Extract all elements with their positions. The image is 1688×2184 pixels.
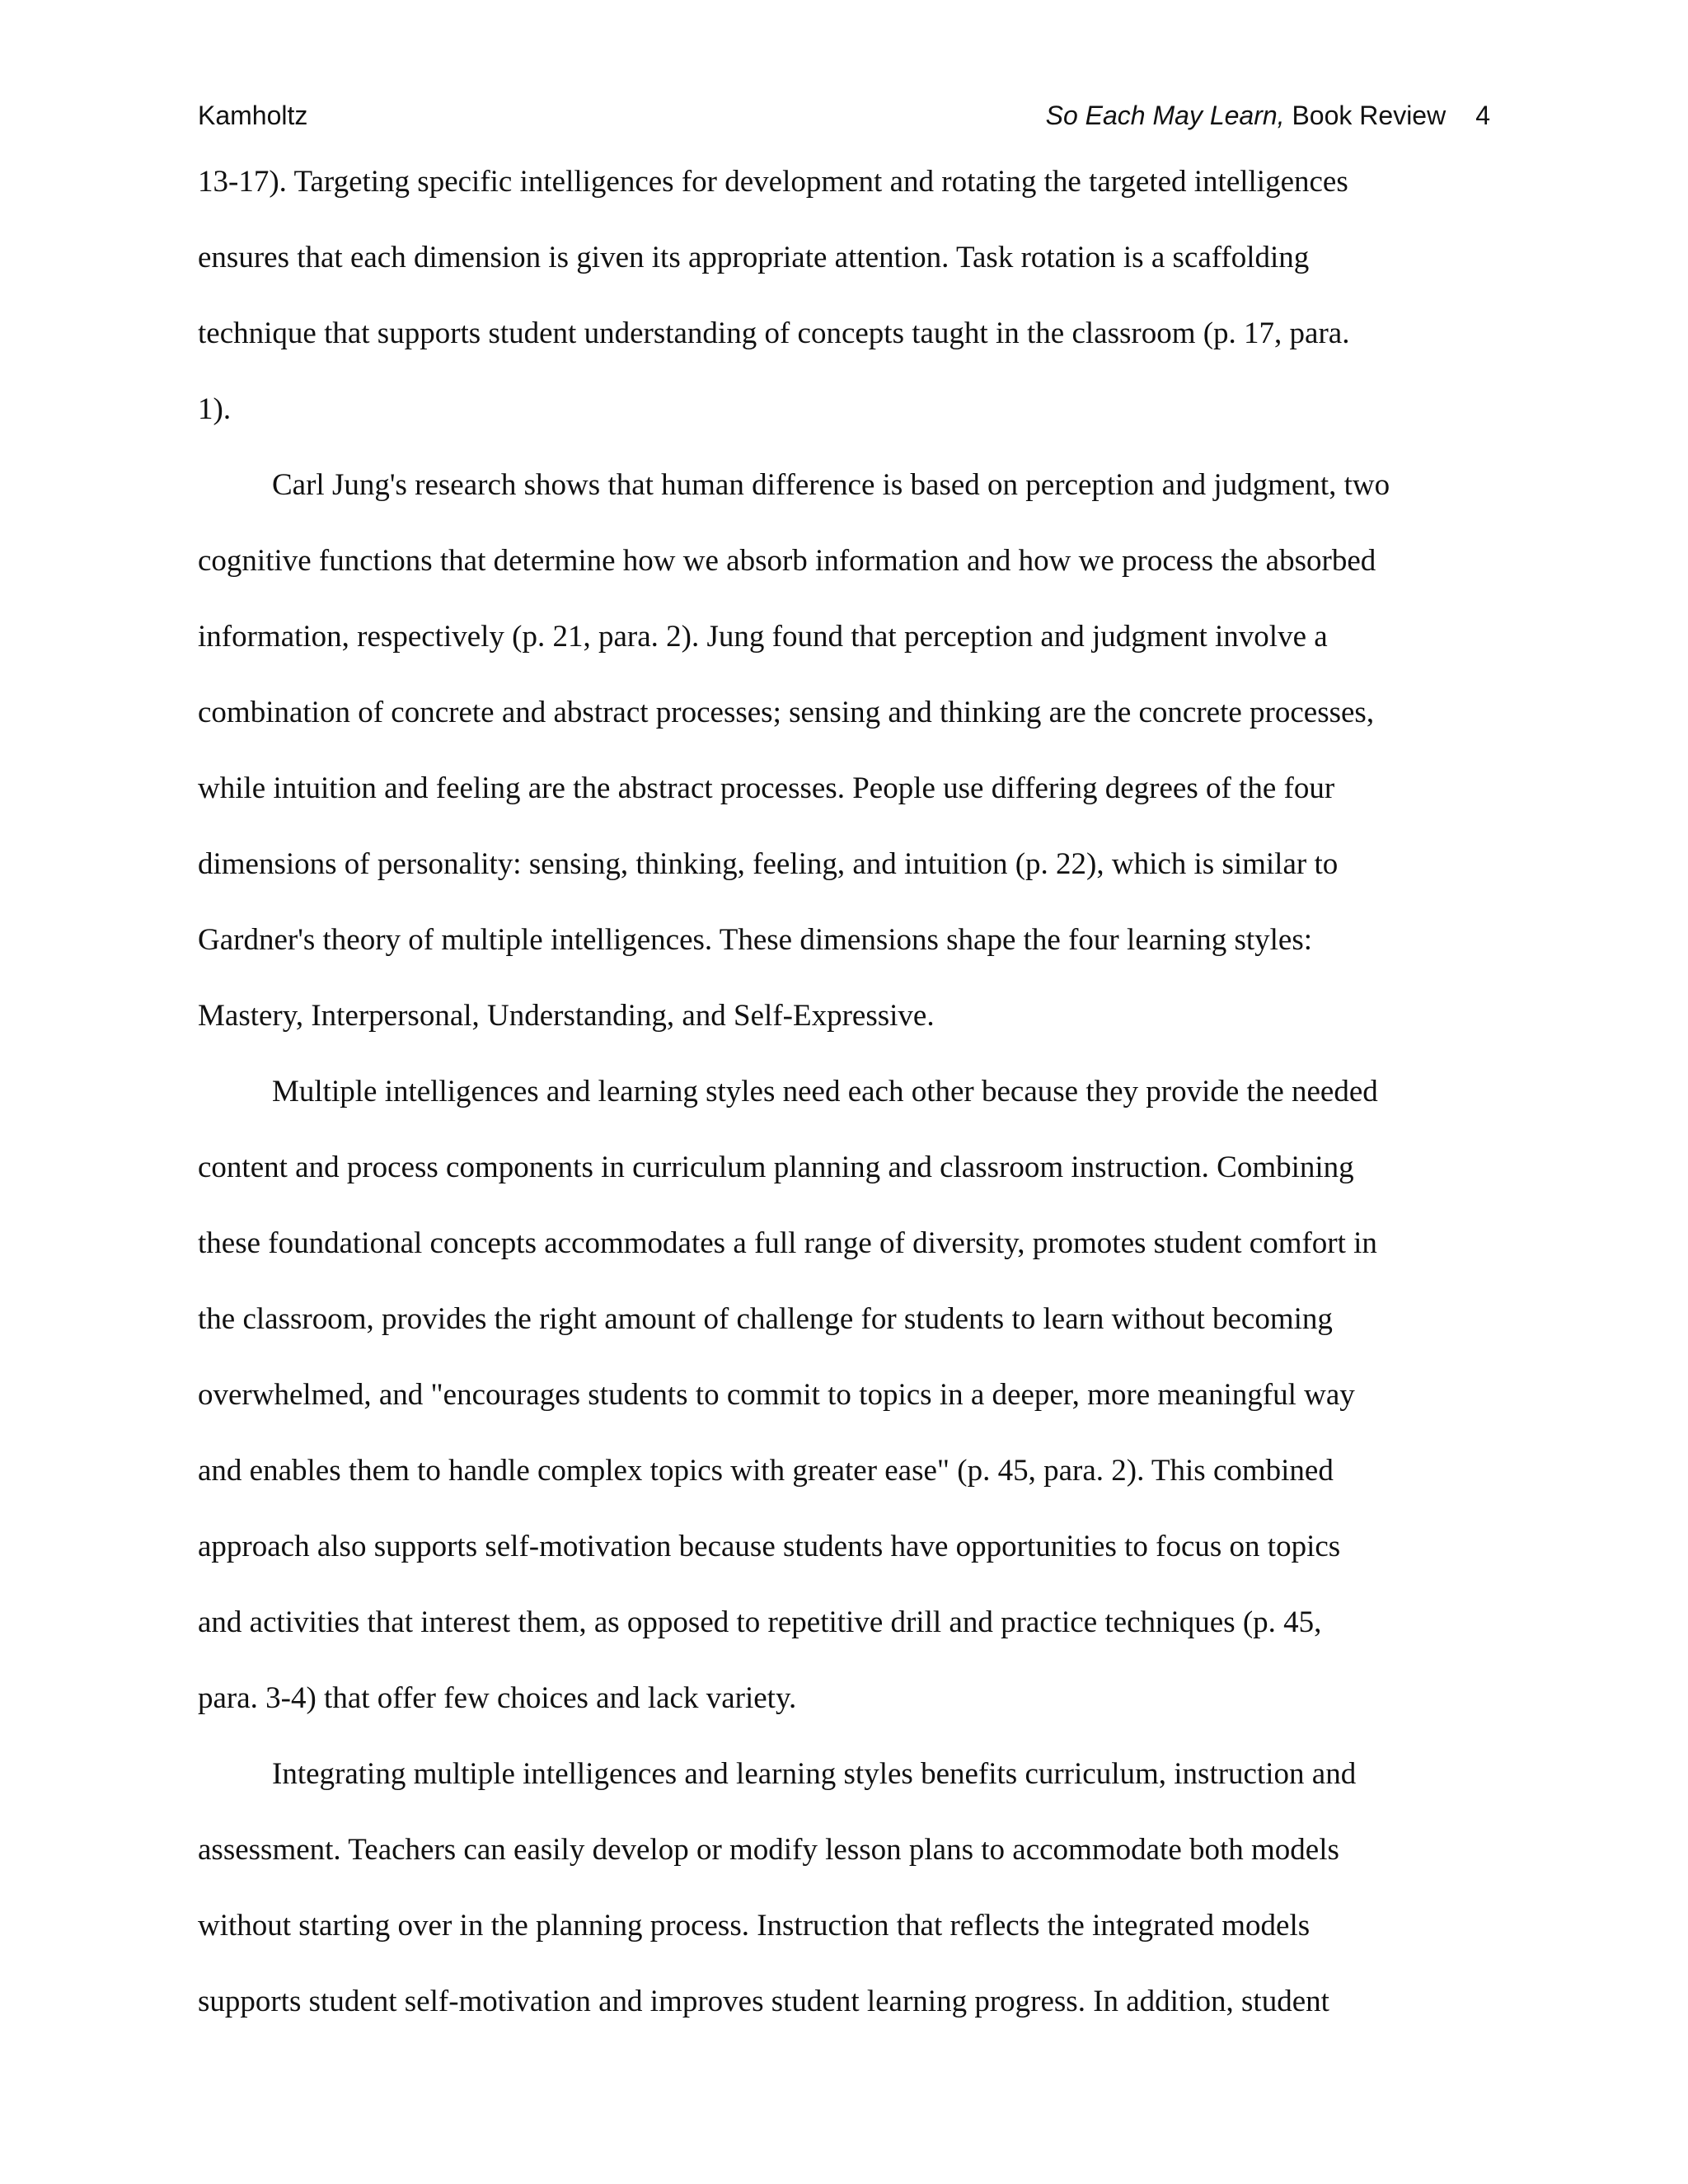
text-line: assessment. Teachers can easily develop or modify lesson plans to accommodate both models [198, 1833, 1339, 1867]
paragraph [198, 1065, 1492, 1747]
text-line: technique that supports student understanding of concepts taught in the classroom (p. 17, para. [198, 316, 1350, 350]
text-line: and enables them to handle complex topics with greater ease" (p. 45, para. 2). This combined [198, 1454, 1334, 1488]
text-line: Mastery, Interpersonal, Understanding, and Self-Expressive. [198, 999, 935, 1033]
text-line: while intuition and feeling are the abstract processes. People use differing degrees of the four [198, 771, 1335, 805]
running-head [198, 97, 1490, 134]
text-line: 13-17). Targeting specific intelligences for development and rotating the targeted intelligences [198, 165, 1348, 199]
page-number: 4 [1475, 101, 1490, 130]
paragraph [198, 1747, 1492, 2050]
text-line: 1). [198, 392, 232, 426]
text-line: these foundational concepts accommodates a full range of diversity, promotes student comfort in [198, 1226, 1377, 1260]
text-line: content and process components in curriculum planning and classroom instruction. Combining [198, 1151, 1354, 1184]
text-line: information, respectively (p. 21, para. 2). Jung found that perception and judgment involve a [198, 620, 1328, 654]
text-line-first: Multiple intelligences and learning styles need each other because they provide the needed [272, 1075, 1378, 1108]
text-line: and activities that interest them, as opposed to repetitive drill and practice techniques (p. 45, [198, 1605, 1322, 1639]
text-line: cognitive functions that determine how we absorb information and how we process the absorbed [198, 544, 1376, 578]
body-text [198, 155, 1492, 2050]
header-author: Kamholtz [198, 101, 308, 130]
paragraph [198, 458, 1492, 1065]
text-line: combination of concrete and abstract processes; sensing and thinking are the concrete processes, [198, 696, 1375, 729]
paragraph [198, 155, 1492, 458]
header-book-title: So Each May Learn, [1045, 101, 1285, 130]
header-title-block [1046, 97, 1490, 134]
text-line: approach also supports self-motivation because students have opportunities to focus on topics [198, 1530, 1341, 1563]
header-title-suffix: Book Review [1284, 101, 1447, 130]
text-line: overwhelmed, and "encourages students to commit to topics in a deeper, more meaningful way [198, 1378, 1355, 1412]
text-line: the classroom, provides the right amount of challenge for students to learn without becoming [198, 1302, 1333, 1336]
text-line: supports student self-motivation and improves student learning progress. In addition, student [198, 1985, 1329, 2018]
text-line-first: Integrating multiple intelligences and learning styles benefits curriculum, instruction and [272, 1757, 1357, 1791]
text-line-first: Carl Jung's research shows that human difference is based on perception and judgment, two [272, 468, 1390, 502]
text-line: without starting over in the planning process. Instruction that reflects the integrated models [198, 1909, 1311, 1943]
text-line: para. 3-4) that offer few choices and lack variety. [198, 1681, 797, 1715]
text-line: Gardner's theory of multiple intelligences. These dimensions shape the four learning styles: [198, 923, 1313, 957]
text-line: ensures that each dimension is given its appropriate attention. Task rotation is a scaffolding [198, 241, 1310, 274]
text-line: dimensions of personality: sensing, thinking, feeling, and intuition (p. 22), which is similar to [198, 847, 1339, 881]
